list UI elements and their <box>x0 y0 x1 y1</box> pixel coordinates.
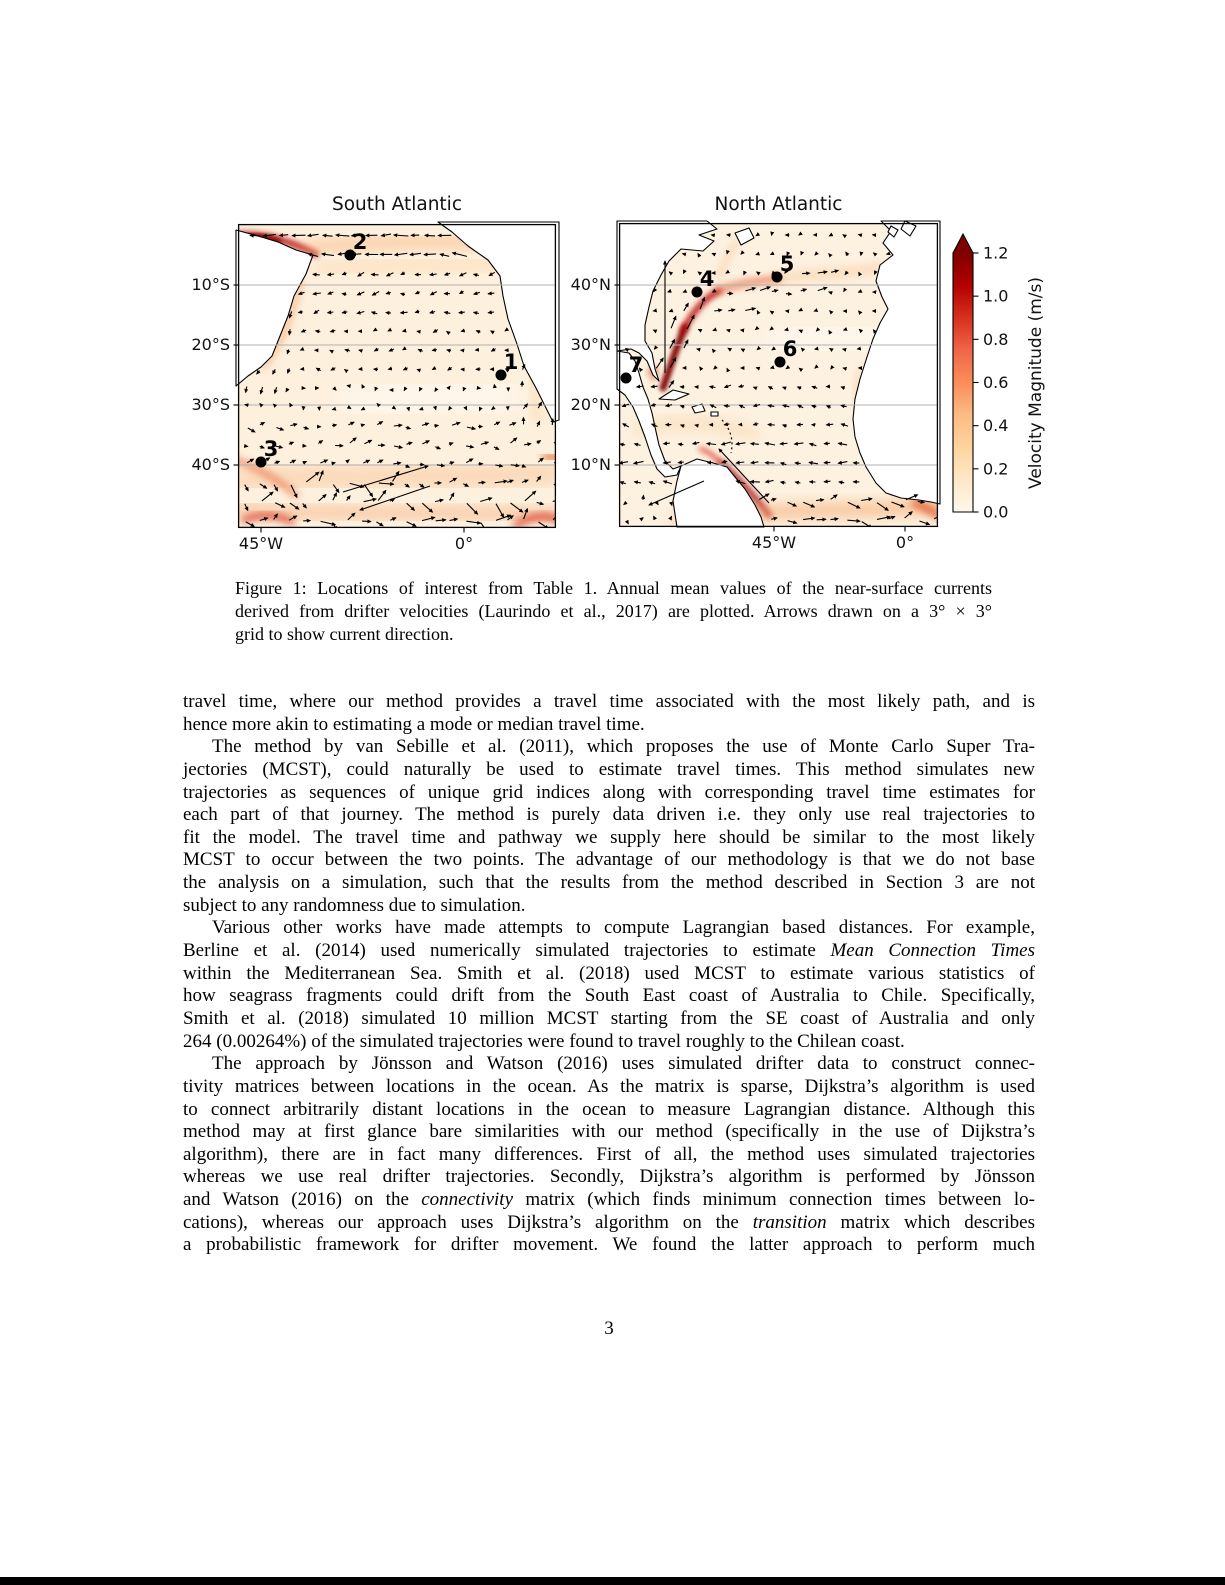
text-line: cations), whereas our approach uses Dijkstra’s algorithm on the transition matrix which describes <box>183 1211 1035 1233</box>
text-line: subject to any randomness due to simulation. <box>183 894 526 916</box>
text-line: Figure 1: Locations of interest from Table 1. Annual mean values of the near-surface currents <box>235 578 992 598</box>
text-line: each part of that journey. The method is purely data driven i.e. they only use real trajectories to <box>183 804 1035 826</box>
colorbar-tick-label: 0.4 <box>983 416 1009 436</box>
colorbar-tick-label: 0.0 <box>983 502 1009 522</box>
text-line: trajectories as sequences of unique grid indices along with corresponding travel time estimates for <box>183 781 1035 803</box>
y-tick-label: 10°N <box>570 455 611 474</box>
north-map-title: North Atlantic <box>714 194 843 215</box>
text-line: the analysis on a simulation, such that the results from the method described in Section 3 are not <box>183 872 1035 894</box>
colorbar <box>940 225 1065 530</box>
y-tick-label: 30°S <box>191 395 230 414</box>
text-line: to connect arbitrarily distant locations in the ocean to measure Lagrangian distance. Although this <box>183 1098 1035 1120</box>
colorbar-tick-label: 0.8 <box>983 329 1009 349</box>
text-line: and Watson (2016) on the connectivity matrix (which finds minimum connection times between lo- <box>183 1189 1035 1211</box>
south-map-title: South Atlantic <box>332 194 462 215</box>
x-tick-label: 0° <box>895 533 915 552</box>
y-tick-label: 20°S <box>191 335 230 354</box>
text-line: a probabilistic framework for drifter movement. We found the latter approach to perform much <box>183 1234 1035 1256</box>
text-line: Various other works have made attempts to compute Lagrangian based distances. For example, <box>212 917 1035 939</box>
south-atlantic-map <box>238 224 556 528</box>
location-label: 6 <box>782 337 798 361</box>
figure-caption <box>235 577 992 647</box>
text-line: Berline et al. (2014) used numerically simulated trajectories to estimate Mean Connection Times <box>183 940 1035 962</box>
y-tick-label: 20°N <box>570 395 611 414</box>
text-line: fit the model. The travel time and pathway we supply here should be similar to the most likely <box>183 826 1035 848</box>
colorbar-over-arrow <box>953 234 973 253</box>
colorbar-ticks <box>973 243 1008 521</box>
x-tick-label: 45°W <box>751 533 797 552</box>
colorbar-tick-label: 0.2 <box>983 459 1009 479</box>
x-tick-label: 45°W <box>238 534 284 553</box>
colorbar-tick-label: 0.6 <box>983 372 1009 392</box>
y-tick-label: 40°N <box>570 275 611 294</box>
text-line: how seagrass fragments could drift from the South East coast of Australia to Chile. Specifically, <box>183 985 1035 1007</box>
body-text <box>183 691 1035 1257</box>
colorbar-label: Velocity Magnitude (m/s) <box>1026 277 1046 489</box>
text-line: The approach by Jönsson and Watson (2016) uses simulated drifter data to construct connec- <box>212 1053 1035 1075</box>
text-line: 264 (0.00264%) of the simulated trajectories were found to travel roughly to the Chilean coast. <box>183 1030 905 1052</box>
colorbar-gradient <box>953 253 973 512</box>
location-label: 1 <box>503 350 519 374</box>
page-number: 3 <box>604 1318 614 1339</box>
text-line: MCST to occur between the two points. The advantage of our methodology is that we do not base <box>183 849 1035 871</box>
colorbar-tick-label: 1.2 <box>983 243 1009 263</box>
text-line: tivity matrices between locations in the ocean. As the matrix is sparse, Dijkstra’s algorithm is used <box>183 1075 1035 1097</box>
location-label: 2 <box>352 230 368 254</box>
x-tick-label: 0° <box>454 534 474 553</box>
text-line: method may at first glance bare similarities with our method (specifically in the use of Dijkstra’s <box>183 1121 1035 1143</box>
location-label: 7 <box>628 353 644 377</box>
text-line: The method by van Sebille et al. (2011), which proposes the use of Monte Carlo Super Tra- <box>212 736 1035 758</box>
y-tick-label: 30°N <box>570 335 611 354</box>
text-line: jectories (MCST), could naturally be used to estimate travel times. This method simulates new <box>183 758 1035 780</box>
location-label: 3 <box>263 437 279 461</box>
colorbar-tick-label: 1.0 <box>983 286 1009 306</box>
page-edge-bar <box>0 1577 1225 1585</box>
y-tick-label: 10°S <box>191 275 230 294</box>
y-tick-label: 40°S <box>191 455 230 474</box>
coastline <box>711 412 718 416</box>
text-line: grid to show current direction. <box>235 624 454 645</box>
text-line: travel time, where our method provides a travel time associated with the most likely path, and is <box>183 691 1035 712</box>
text-line: whereas we use real drifter trajectories. Secondly, Dijkstra’s algorithm is performed by Jönsson <box>183 1166 1035 1188</box>
text-line: Smith et al. (2018) simulated 10 million MCST starting from the SE coast of Australia and only <box>183 1007 1035 1029</box>
location-label: 4 <box>699 267 715 291</box>
text-line: derived from drifter velocities (Laurindo et al., 2017) are plotted. Arrows drawn on a 3° × 3° <box>235 601 992 622</box>
text-line: hence more akin to estimating a mode or median travel time. <box>183 713 645 735</box>
text-line: within the Mediterranean Sea. Smith et al. (2018) used MCST to estimate various statistics of <box>183 962 1035 984</box>
text-line: algorithm), there are in fact many differences. First of all, the method uses simulated trajectories <box>183 1143 1035 1165</box>
north-atlantic-map <box>619 223 938 527</box>
location-label: 5 <box>779 252 795 276</box>
